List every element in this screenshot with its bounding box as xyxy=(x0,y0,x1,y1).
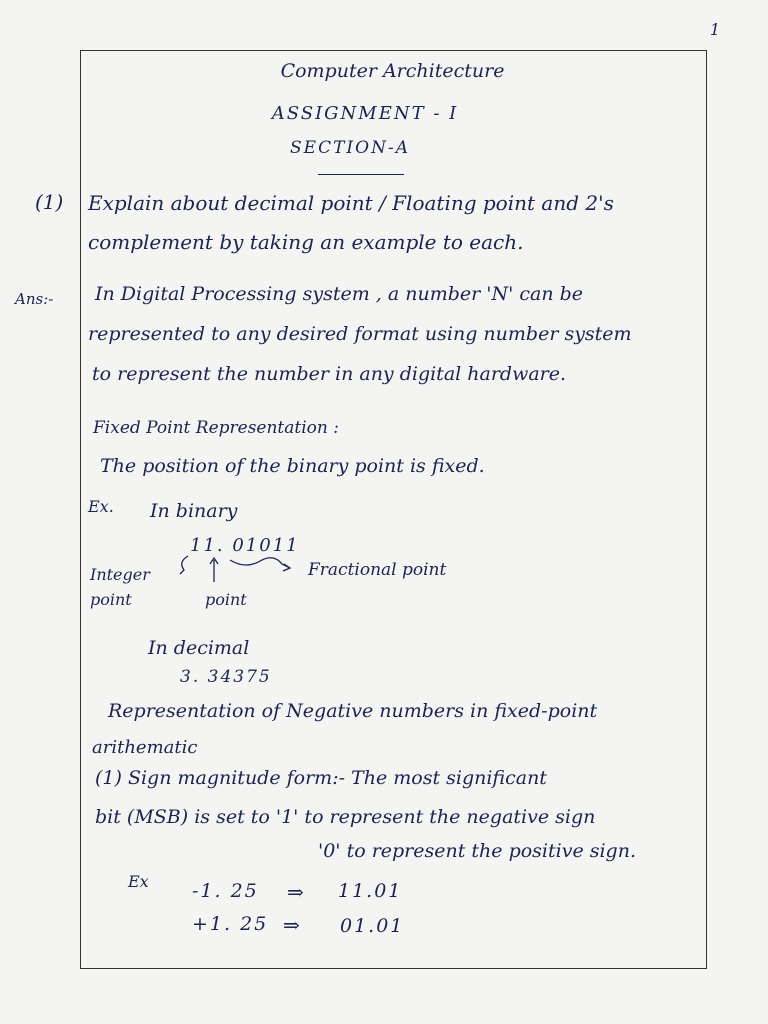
sign-magnitude-line-2: bit (MSB) is set to '1' to represent the negative sign xyxy=(95,806,596,828)
example-row-1-right: 11.01 xyxy=(338,880,403,902)
question-line-1: Explain about decimal point / Floating point and 2's xyxy=(88,191,614,215)
example-2-label: Ex xyxy=(128,872,149,891)
integer-label: Integer xyxy=(90,565,150,584)
example-row-2-left: +1. 25 xyxy=(192,913,269,935)
binary-pointer-arrows xyxy=(170,552,320,592)
section-title: SECTION-A xyxy=(290,138,410,158)
binary-value: 11. 01011 xyxy=(190,535,300,556)
fixed-point-description: The position of the binary point is fixed. xyxy=(100,455,485,477)
negative-heading-line-2: arithematic xyxy=(92,737,198,758)
assignment-title: ASSIGNMENT - I xyxy=(271,103,459,124)
question-line-2: complement by taking an example to each. xyxy=(88,230,524,254)
fixed-point-heading: Fixed Point Representation : xyxy=(93,418,339,438)
answer-line-1: In Digital Processing system , a number 'N' can be xyxy=(95,283,584,305)
integer-point-label: point xyxy=(90,590,132,609)
in-decimal-label: In decimal xyxy=(148,637,250,659)
example-row-2-arrow: ⇒ xyxy=(283,913,300,937)
example-row-1-arrow: ⇒ xyxy=(287,880,304,904)
page-number: 1 xyxy=(709,20,720,39)
sign-magnitude-line-3: '0' to represent the positive sign. xyxy=(318,840,636,862)
decimal-value: 3. 34375 xyxy=(180,667,272,687)
fractional-point-label: Fractional point xyxy=(308,560,447,580)
example-row-2-right: 01.01 xyxy=(340,915,405,937)
negative-heading-line-1: Representation of Negative numbers in fixed-point xyxy=(108,700,598,722)
in-binary-label: In binary xyxy=(150,500,238,522)
question-number: (1) xyxy=(35,190,64,214)
answer-line-3: to represent the number in any digital hardware. xyxy=(92,363,567,385)
sign-magnitude-line-1: (1) Sign magnitude form:- The most significant xyxy=(95,767,547,789)
binary-point-label: point xyxy=(205,590,247,609)
example-row-1-left: -1. 25 xyxy=(192,880,259,902)
example-label: Ex. xyxy=(88,497,114,516)
course-title: Computer Architecture xyxy=(280,60,505,82)
answer-marker: Ans:- xyxy=(15,290,54,308)
section-underline xyxy=(318,174,404,175)
answer-line-2: represented to any desired format using number system xyxy=(88,323,632,345)
